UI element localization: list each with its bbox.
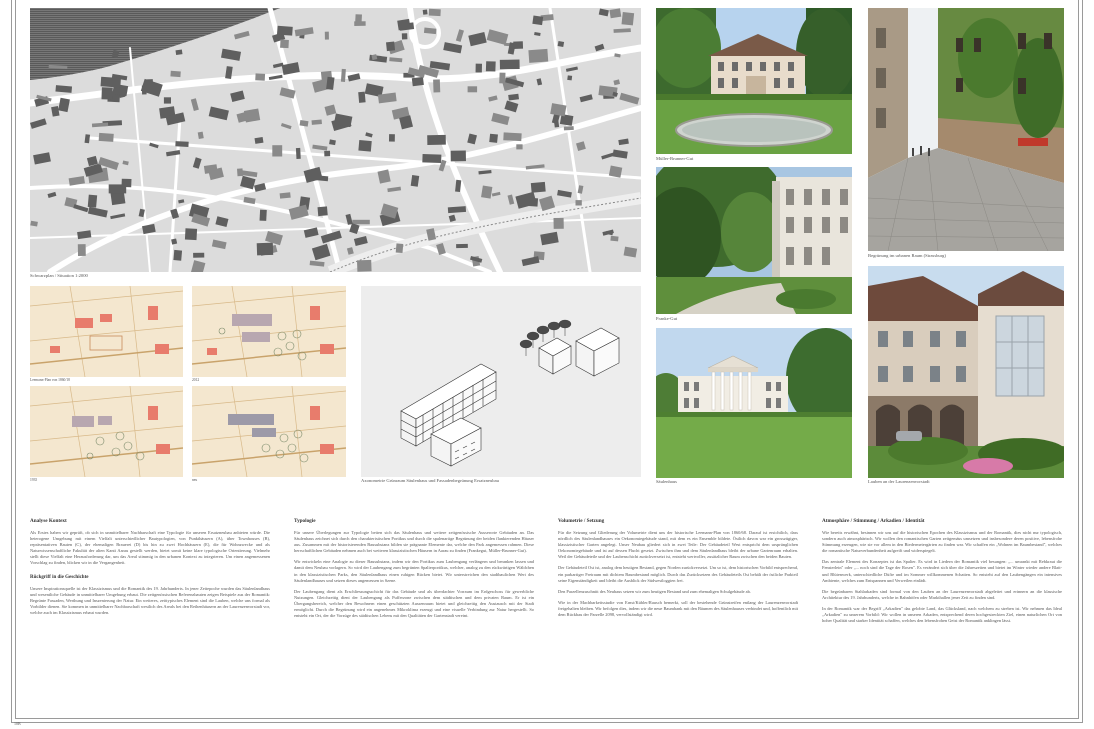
- caption-hist2: 2012: [192, 378, 200, 382]
- historic-plan-3: [30, 386, 183, 477]
- map-building-block: [389, 134, 395, 142]
- heading-volumetry: Volumetrie / Setzung: [558, 518, 605, 524]
- map-building-block: [325, 32, 329, 40]
- text-column-typology: [294, 516, 534, 666]
- text-column-context: [30, 516, 270, 666]
- historic-plan-4: [192, 386, 346, 477]
- photo-green-street: [868, 8, 1064, 251]
- paragraph-volumetry-1: Für die Setzung und Gliederung der Volumetrie dient uns der historische Leemann-Plan von 1860/68. Darauf ist ersichtlich, dass nördlich des Säulenlandhauses ein Oekonomiegebäude stand, mit dem es ein Ensemble bildete. Östlich davon war ein grosszügiger, klassizistischer Garten angelegt. Unser Neubau gliedert sich in zwei Teile: Der Gebäudeteil West entspricht dem ursprünglichen Oekonomiegebäude und ist auf dessen Flucht gesetzt. Zwischen ihm und dem Säulenlandhaus bleibt der urbane Gartenraum erhalten. Weil der Gebäudeteile und der Laubenschicht zurückversetzt ist, entsteht wertvoller, zusätzlicher Raum zwischen den beiden Bauten.: [558, 530, 798, 560]
- map-building-block: [99, 133, 114, 142]
- map-building-block: [516, 144, 522, 149]
- paragraph-volumetry-4: Wie in der Machbarkeitsstudie von Ernst/Kübler/Rausch bemerkt, soll der bestehende Grünstreifen entlang der Laurenzenvorstadt freigehalten bleiben. Wir befolgen dies, indem wir die neue Baumbank mit den Bäumen des Säulenhauses verbindet und, hoffentlich mit dem Rückbau der Parzelle 2098, vervollständigt wird.: [558, 599, 798, 618]
- paragraph-volumetry-2: Der Gebäudeteil Ost ist, analog dem heutigen Bestand, gegen Norden zurückversetzt. Um so ist, dem historischen Vorbild entsprechend, ein parkartiger Freiraum mit dichtem Baumbestand möglich. Durch das Zurücksetzen des Gebäudeteils Ost behält der östliche Parkteil seine Eigenständigkeit und bleibt die Ausblick der Südwestloggien frei.: [558, 565, 798, 583]
- map-building-block: [412, 77, 424, 86]
- map-building-block: [422, 154, 441, 163]
- map-building-block: [486, 61, 496, 71]
- caption-hist1: Leemann-Plan von 1860/18: [30, 378, 70, 382]
- map-building-block: [358, 140, 371, 152]
- map-building-block: [171, 238, 177, 244]
- paragraph-context: Als Erstes haben wir geprüft, ob sich in unmittelbarer Nachbarschaft eine Typologie für unseren Ersatzneubau anbieten würde. Die heterogene Umgebung mit einem Vielfalt unterschiedlicher Bautypologien, von Punkthäusern (A), über Townhouses (B), repräsentativen Bauten (C), der ehemaligen Brauerei (D) bis hin zu zwei Hochhäusern (E), die für Wohnzwecke und als Naturwissenschaftliche Fakultät der alten Kanti Aarau gestellt werden, bietet somit keine klare typologische Orientierung. Vielmehr stellt diese Vielfalt eine Herausforderung dar, um das Areal stimmig in den urbanen Kontext zu integrieren. Um einen angemessenen Vorschlag zu finden, blicken wir in die Vergangenheit.: [30, 530, 270, 566]
- map-building-block: [280, 40, 289, 49]
- paragraph-atmosphere-3: Die begrünbaren Stahlarkaden sind formal von den Lauben an der Laurenzenvorstadt abgeleitet und erinnern an die klassische Architektur des 19. Jahrhunderts, welche in Bahnhöfen oder Markthallen jener Zeit zu finden sind.: [822, 588, 1062, 600]
- map-building-block: [427, 135, 446, 145]
- map-building-block: [296, 148, 301, 159]
- map-building-block: [193, 253, 204, 258]
- map-building-block: [272, 145, 282, 156]
- paragraph-volumetry-3: Den Parzellenzuschnitt des Neubaus setzen wir zum heutigen Bestand und zum ehemaligen Schulgebäude ab.: [558, 588, 751, 594]
- map-building-block: [411, 175, 420, 187]
- frame-left-inner: [15, 0, 16, 718]
- footer-label: 10B: [14, 721, 21, 726]
- map-building-block: [423, 9, 428, 14]
- map-building-block: [456, 244, 468, 248]
- map-building-block: [101, 87, 112, 99]
- photo-white-villa: [656, 328, 852, 478]
- text-column-volumetry: [558, 516, 798, 666]
- map-building-block: [531, 182, 546, 193]
- map-building-block: [175, 141, 188, 147]
- map-building-block: [609, 8, 621, 18]
- axonometry-drawing: [361, 286, 641, 477]
- map-building-block: [185, 228, 197, 240]
- caption-villa-white: Säulenhaus: [656, 479, 677, 484]
- map-building-block: [503, 132, 521, 141]
- map-building-block: [576, 200, 582, 205]
- map-building-block: [318, 206, 328, 216]
- paragraph-typology-2: Wir entwickeln eine Analogie zu dieser Bausubstanz, indem wir den Portikus zum Laubengang verlängern und beranken lassen und damit dem Neubau vorlagern. So wird der Laubengang zum begrünten Spalierportikus, welcher, analog zu den rückwärtigen Wäldchen in den klassizistischen Parks, den Säulenlandhaus einen ruhigen Rücken bietet. Wir unterstreichen den stadtbaulichen Wert des Säulenlandhauses und setzen dieses angemessen in Szene.: [294, 559, 534, 583]
- historic-plan-2: [192, 286, 346, 377]
- paragraph-atmosphere-4: In der Romantik war der Begriff „Arkadien" das gelobte Land, das Glücksland, nach welchem zu streben ist. Wir nehmen das Ideal „Arkadien" zu unserem Vorbild: Wir wollen in unseren Arkaden, entsprechend deren hochgestreckten Ziel, einen naturlichen Ort von hoher Qualität und starker Identität schaffen, welches den lebensfrohen Geist der Romantik anklingen lässt.: [822, 605, 1062, 624]
- map-building-block: [109, 184, 127, 193]
- map-building-block: [352, 220, 370, 225]
- map-building-block: [610, 236, 618, 242]
- map-building-block: [101, 77, 121, 88]
- caption-map: Schwarzplan / Situation 1:2000: [30, 273, 88, 278]
- caption-villa-mueller: Müller-Brunner-Gut: [656, 156, 694, 161]
- map-building-block: [244, 108, 260, 122]
- site-plan-map: [30, 8, 641, 272]
- map-building-block: [402, 33, 408, 39]
- map-building-block: [257, 243, 274, 256]
- map-building-block: [255, 73, 265, 80]
- map-building-block: [564, 126, 574, 130]
- map-building-block: [312, 120, 322, 125]
- map-building-block: [324, 151, 330, 157]
- map-building-block: [451, 151, 466, 162]
- map-building-block: [622, 12, 635, 25]
- map-building-block: [499, 73, 505, 84]
- heading-typology: Typologie: [294, 518, 316, 524]
- map-building-block: [397, 19, 410, 30]
- caption-street: Begrünung im urbanen Raum (Strassburg): [868, 253, 946, 258]
- photo-park-path: [656, 167, 852, 314]
- map-building-block: [277, 26, 293, 36]
- map-building-block: [88, 195, 97, 208]
- caption-hist3: 1935: [30, 478, 38, 482]
- map-building-block: [558, 41, 564, 47]
- caption-axo: Axonometrie Grünraum Säulenhaus und Fassadenbegrünung Ersatzneubau: [361, 478, 499, 483]
- map-building-block: [500, 60, 520, 70]
- map-building-block: [170, 71, 180, 77]
- map-building-block: [528, 49, 548, 63]
- paragraph-atmosphere-1: Wie bereits erwähnt, besinnen wir uns auf die historischen Epochen des Klassizismus und der Romantik, dies nicht nur typologisch, sondern auch atmosphärisch. Wir wollen den romantischen Garten zeitgemäss umsetzen und insbesondere deren positive, lebensfrohe Stimmung erzeugen, wie sie vor allem in den Biedermeiergärten zu finden war. Wir schaffen ein „Wohnen im Baumbestand", welches die romantische Naturverbundenheit aufgreift und widerspiegelt.: [822, 530, 1062, 554]
- map-building-block: [567, 75, 572, 80]
- caption-park: Franke-Gut: [656, 316, 678, 321]
- map-building-block: [173, 250, 182, 261]
- map-building-block: [326, 77, 334, 90]
- map-building-block: [481, 186, 492, 199]
- map-building-block: [429, 9, 441, 16]
- heading-history: Rückgriff in die Geschichte: [30, 574, 89, 580]
- paragraph-history: Unsere Inspirationsquelle ist der Klassizismus und die Romantik des 19. Jahrhunderts. In jener Zeitepoche wurden das Säulenlandhaus und wesentliche Gebäude in unmittelbarer Umgebung erbaut. Die zeitgenössischen Referenzbauten zeigen Beispiele aus der Romantik: Begrünte Fassaden, Werthung und Inszenierung der Natur. Ein weiteres, zeittypisches Element sind die Lauben, welche uns formal als Vorbilder dienen. Sie kommen in unmittelbarer Nachbarschaft westlich des Areals bei den Reihenhäusern an der Laurenzenvorstadt vor, welche auch im Klassizismus erbaut wurden.: [30, 585, 270, 615]
- caption-hist4: neu: [192, 478, 198, 482]
- historic-plan-1: [30, 286, 183, 377]
- frame-right-outer: [1082, 0, 1083, 722]
- heading-atmosphere: Atmosphäre / Stimmung / Arkadien / Identität: [822, 518, 925, 524]
- map-building-block: [357, 260, 372, 272]
- map-building-block: [280, 192, 291, 198]
- heading-context: Analyse Kontext: [30, 518, 67, 524]
- frame-left-outer: [11, 0, 12, 722]
- frame-right-inner: [1078, 0, 1079, 718]
- map-building-block: [386, 42, 395, 52]
- map-building-block: [358, 92, 365, 103]
- frame-bottom-outer: [11, 722, 1083, 723]
- map-building-block: [433, 79, 440, 92]
- caption-courtyard: Lauben an der Laurenzenvorstadt: [868, 479, 930, 484]
- text-column-atmosphere: [822, 516, 1062, 666]
- map-building-block: [489, 134, 498, 143]
- paragraph-atmosphere-2: Das zentrale Element des Konzeptes ist das Spalier. Es wird in Liedern der Romantik viel besungen: „... umrankt mit Rebkraut die Fensterlein" oder „... noch sind die Tage der Rosen". Es verändert sich über die Jahreszeiten und bietet im Winter wieder andere Blatt- und Blütenwerk, unterschiedliche Düfte und im Sommer willkommenen Schatten. So entsteht auf den Laubengängen ein intensives Ambiente, welches zum Entspannen und Verweilen einlädt.: [822, 559, 1062, 583]
- frame-bottom-inner: [15, 718, 1079, 719]
- map-building-block: [164, 97, 171, 103]
- photo-courtyard-arcades: [868, 266, 1064, 478]
- map-building-block: [513, 41, 523, 49]
- map-building-block: [260, 210, 267, 221]
- paragraph-typology-1: Für unsere Überlegungen zur Typologie betten sich das Säulenhaus und weitere zeitgenössische Ausserorte Gebäuden an. Das Säulenhaus zeichnet sich durch den charakteristischen Portikus und durch die spalenartige Begrünung der beiden flankierenden Häuser aus. Zusammen mit der historisierenden Bausubstanz bilden sie prägnante Elemente dar, welche den Park angemessen rahmen. Diese herrschaftlichen Gebäuden nehmen auch bei weiteren klassizistischen Häusern in Aarau zu finden (Frankegut, Müller-Brunner-Gut).: [294, 530, 534, 554]
- map-building-block: [176, 50, 183, 56]
- map-building-block: [554, 218, 564, 229]
- paragraph-typology-3: Der Laubengang dient als Erschliessungsschicht für das Gebäude und als überdachter Vorraum im Erdgeschoss für gewerbliche Nutzungen. Gleichzeitig dient der Laubengang als Pufferzone zwischen dem städtischen und dem privaten Raum. Er ist ein Übergangsbereich, welcher den Bewohnern einen geschützten Aussenraum bietet und gleichzeitig den Austausch mit der Stadt ermöglicht. Durch die Begrünung wird ein angenehmes Mikroklima erzeugt und eine visuelle Verbindung zur Natur hergestellt. So entsteht ein Ort, der die Vorzüge des städtischen Lebens mit den Qualitäten der Gartenstadt vereint.: [294, 588, 534, 619]
- map-building-block: [355, 14, 362, 23]
- map-building-block: [396, 243, 404, 253]
- map-building-block: [476, 64, 482, 73]
- map-building-block: [78, 244, 86, 256]
- photo-villa-garden: [656, 8, 852, 154]
- map-building-block: [532, 16, 543, 26]
- map-building-block: [468, 86, 478, 92]
